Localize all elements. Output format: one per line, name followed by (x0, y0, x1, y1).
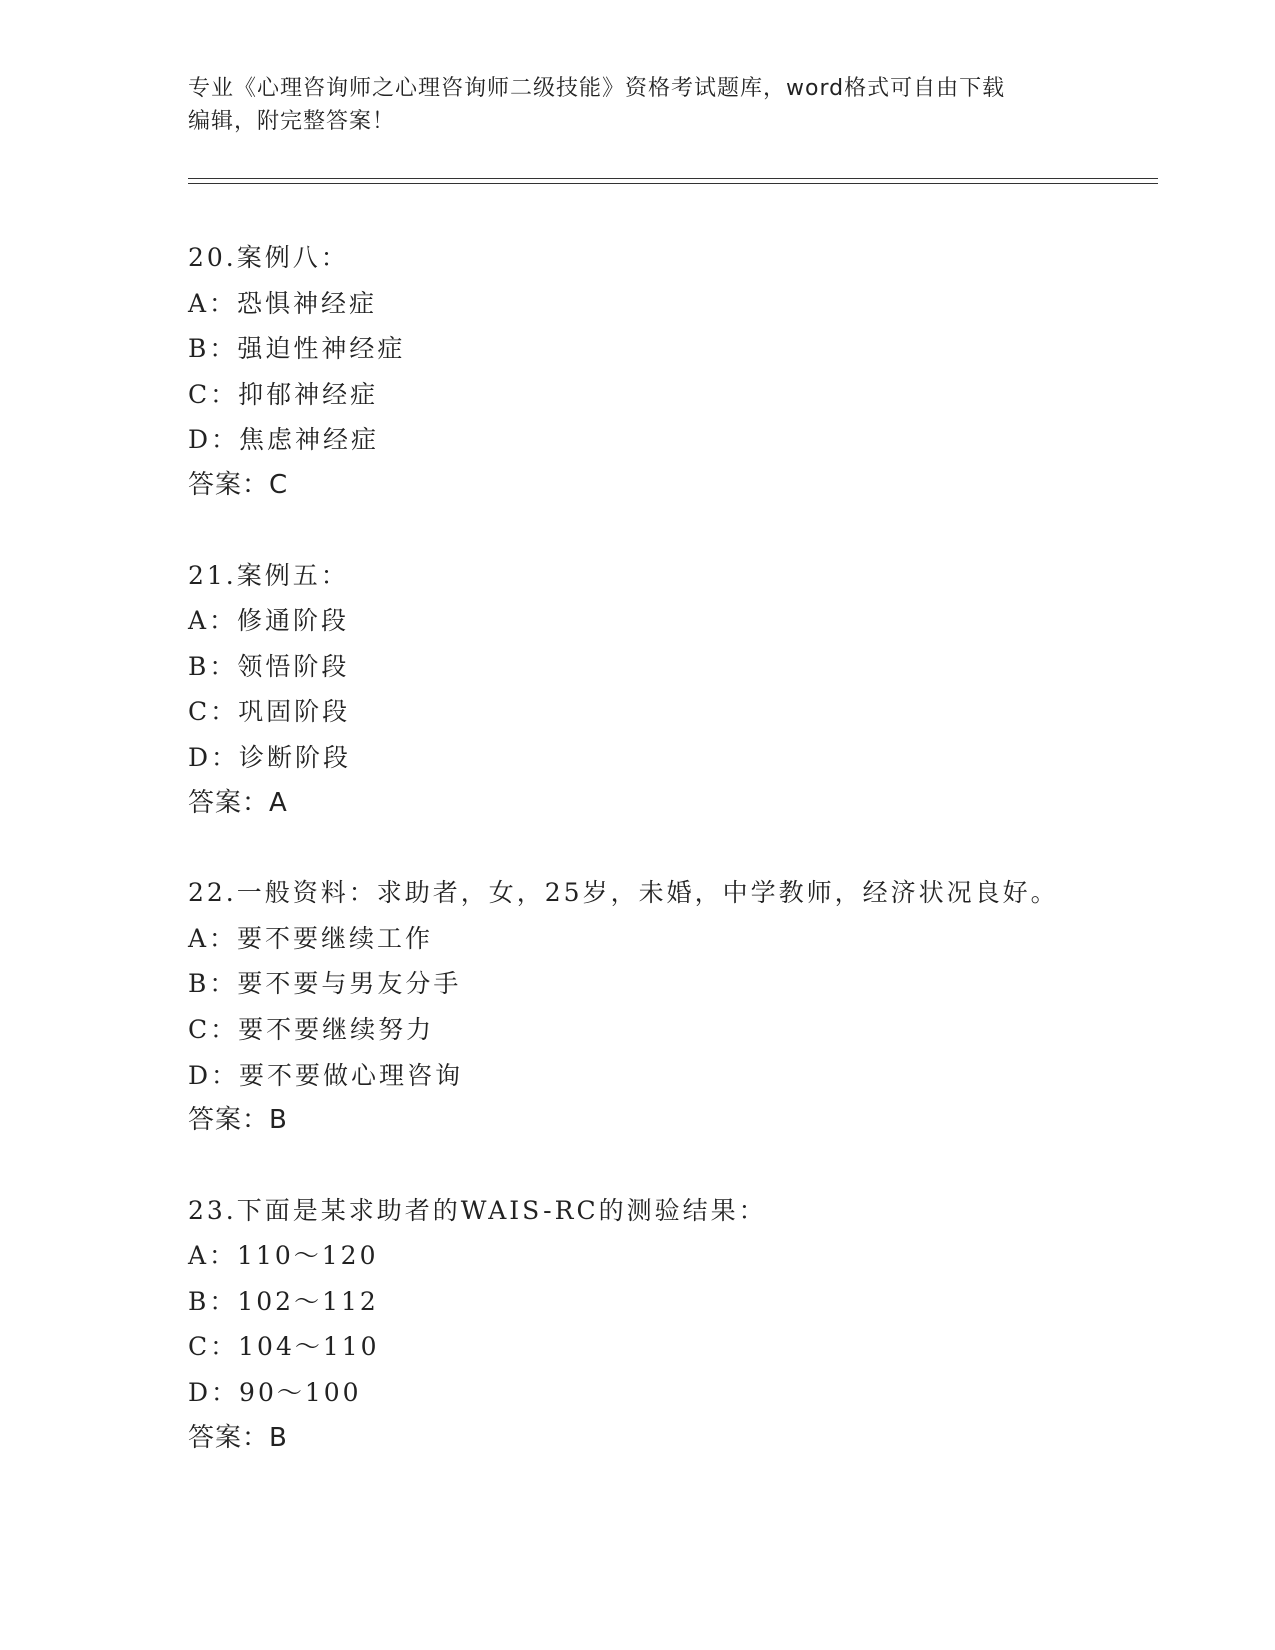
header-line-1: 专业《心理咨询师之心理咨询师二级技能》资格考试题库，word格式可自由下载 (188, 76, 1006, 101)
question-list (188, 235, 1188, 1505)
answer-line: 答案：B (188, 1105, 288, 1136)
answer-line: 答案：C (188, 469, 289, 500)
header-line-2: 编辑，附完整答案！ (188, 109, 396, 134)
answer-line: 答案：B (188, 1422, 288, 1453)
question-20 (188, 235, 1188, 509)
option-c: C：104～110 (188, 1332, 380, 1362)
option-b: B：领悟阶段 (188, 651, 350, 681)
question-23 (188, 1188, 1188, 1462)
question-stem: 20.案例八： (188, 243, 349, 272)
header-divider-top (188, 178, 1158, 179)
question-stem: 23.下面是某求助者的WAIS-RC的测验结果： (188, 1195, 767, 1225)
option-d: D：90～100 (188, 1378, 362, 1408)
option-a: A：要不要继续工作 (188, 923, 434, 953)
document-header (188, 72, 1088, 138)
question-21 (188, 553, 1188, 827)
option-b: B：要不要与男友分手 (188, 969, 462, 999)
header-divider-bottom (188, 183, 1158, 184)
option-a: A：修通阶段 (188, 606, 350, 636)
option-c: C：巩固阶段 (188, 697, 351, 727)
question-22 (188, 870, 1188, 1144)
option-c: C：要不要继续努力 (188, 1014, 435, 1044)
option-b: B：强迫性神经症 (188, 334, 406, 364)
option-d: D：焦虑神经症 (188, 425, 380, 455)
answer-line: 答案：A (188, 787, 288, 818)
question-stem: 21.案例五： (188, 560, 349, 590)
option-d: D：要不要做心理咨询 (188, 1060, 464, 1090)
option-a: A：110～120 (188, 1241, 379, 1271)
option-b: B：102～112 (188, 1286, 379, 1316)
option-d: D：诊断阶段 (188, 742, 352, 772)
option-c: C：抑郁神经症 (188, 379, 379, 409)
option-a: A：恐惧神经症 (188, 288, 378, 318)
question-stem: 22.一般资料：求助者，女，25岁，未婚，中学教师，经济状况良好。 (188, 878, 1059, 908)
